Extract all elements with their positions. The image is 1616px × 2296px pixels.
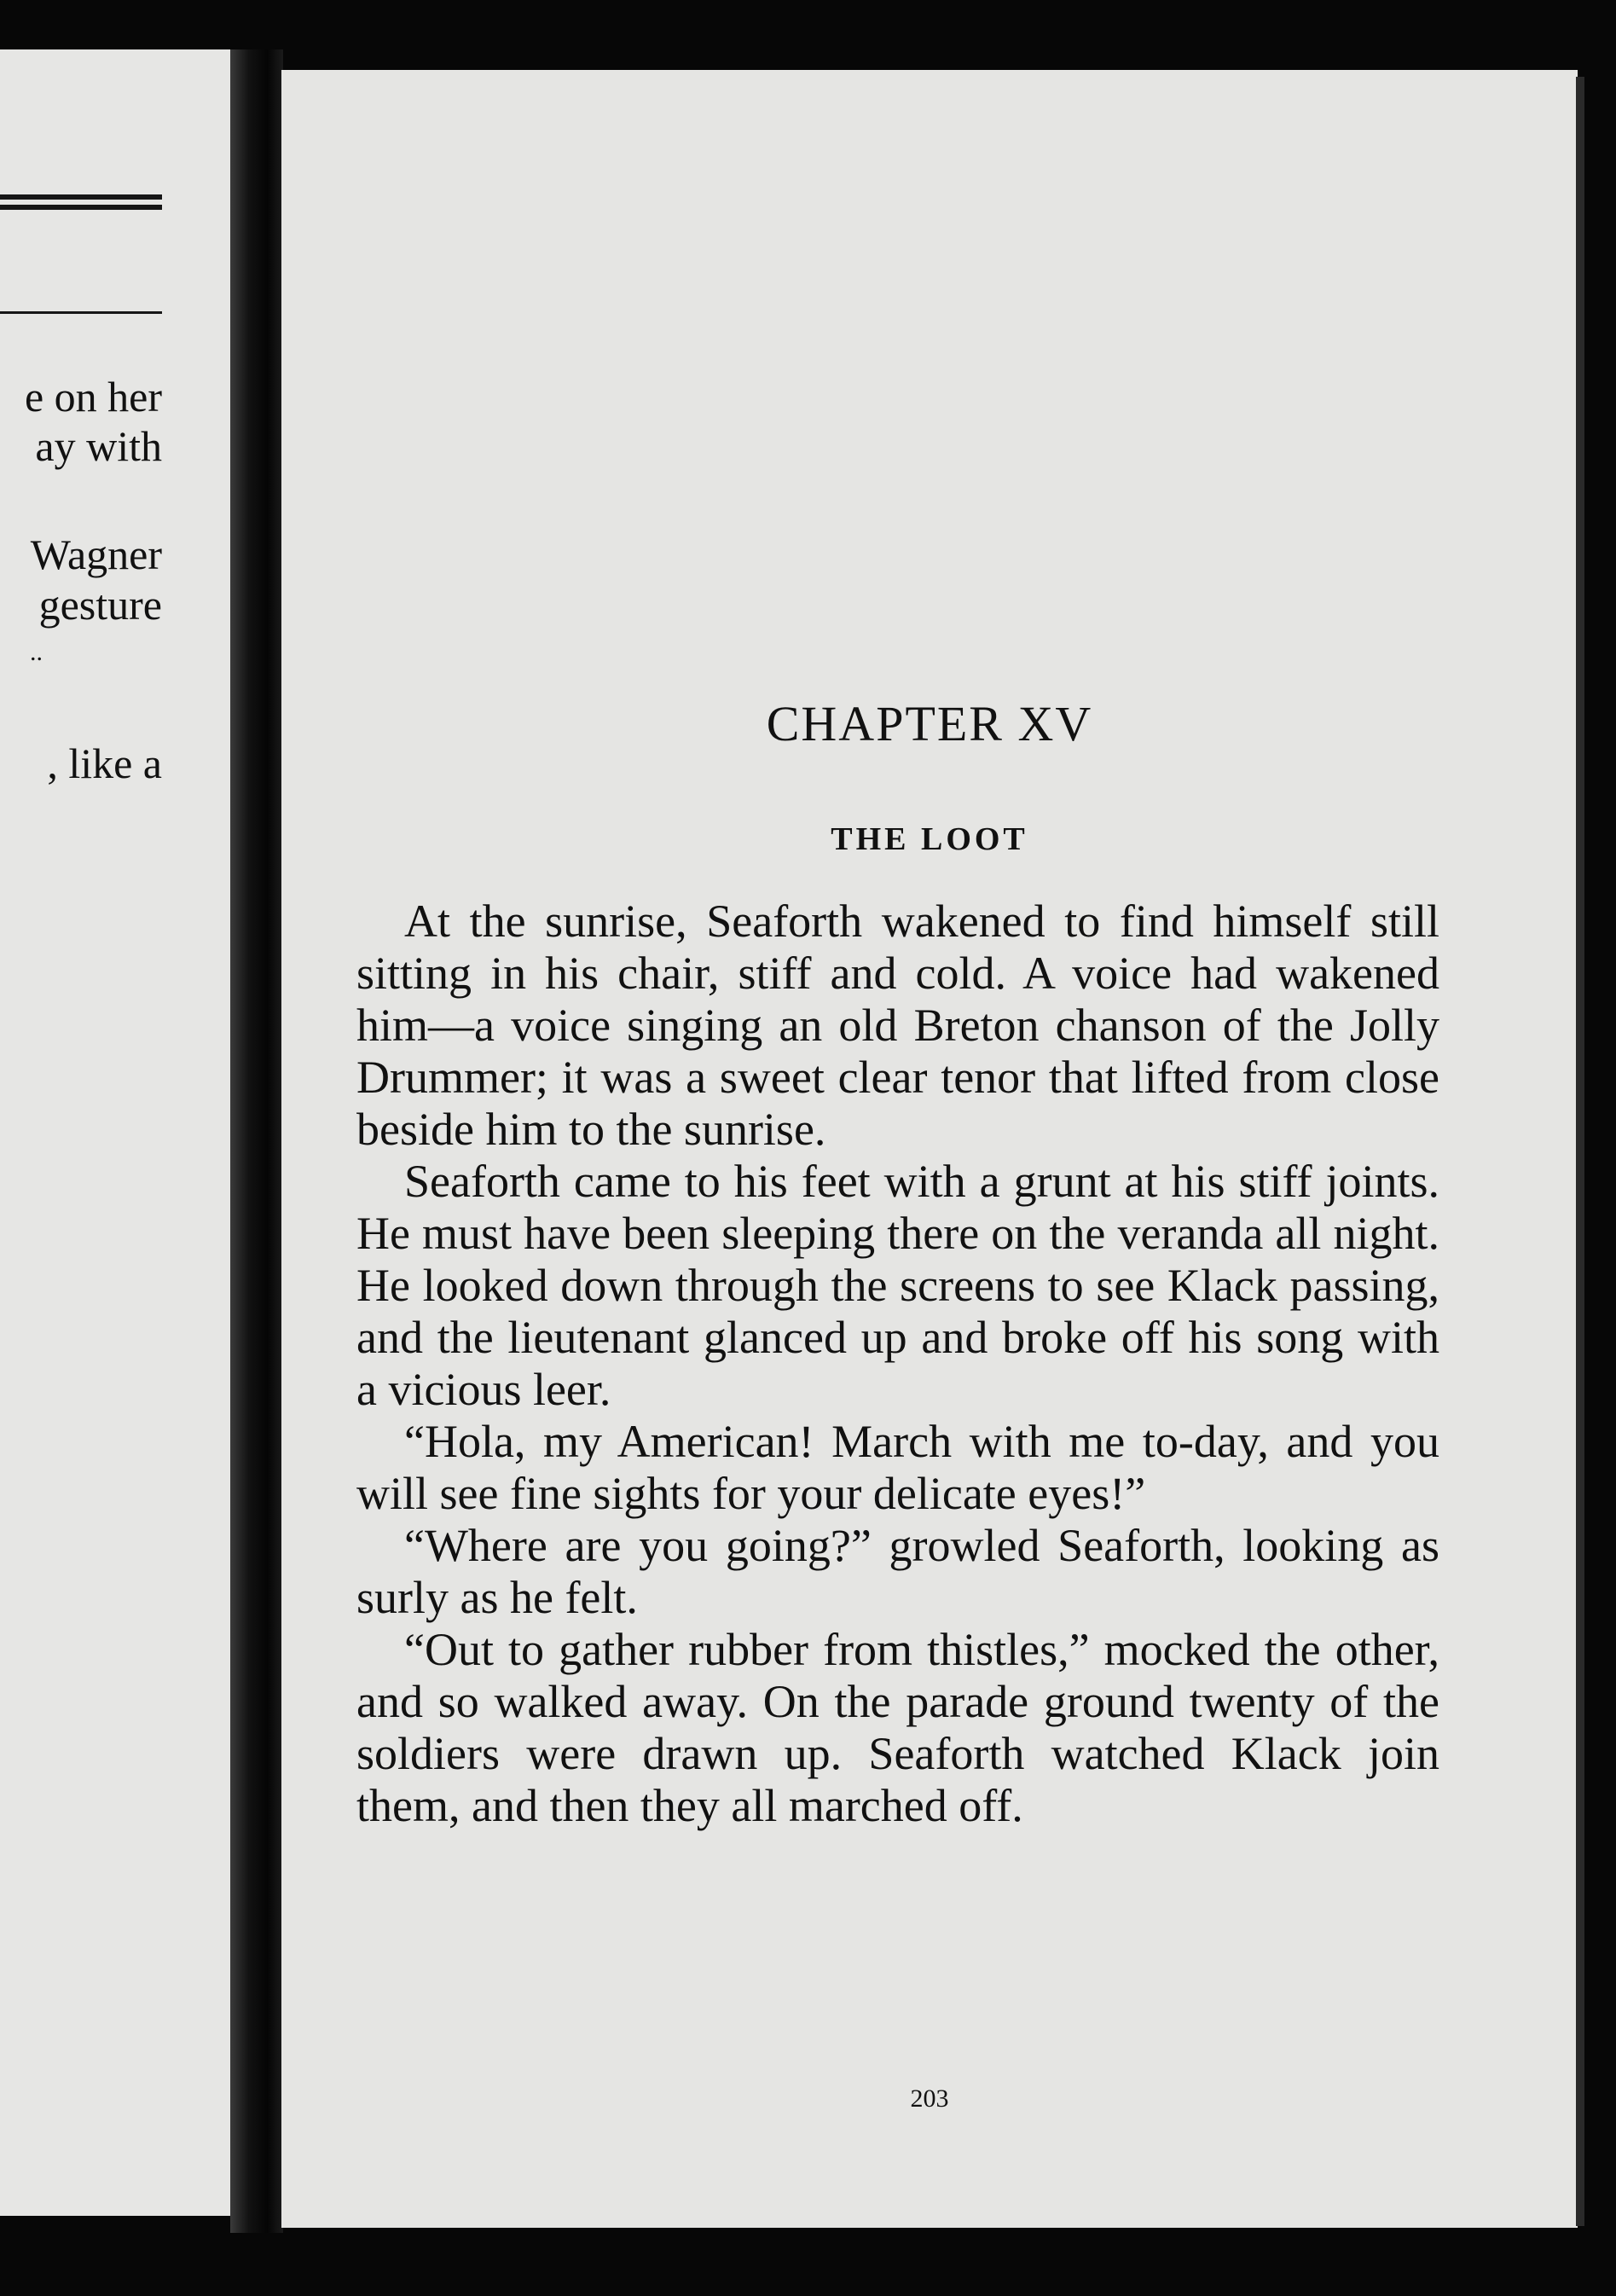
left-page-line: e on her [24,373,162,420]
right-page [281,70,1578,2228]
chapter-body [356,896,1439,1832]
chapter-subtitle: THE LOOT [831,821,1028,857]
header-single-rule [0,311,162,314]
paragraph: “Out to gather rubber from thistles,” mocked the other, and so walked away. On the parade ground twenty of the soldiers were drawn up. Seaforth watched Klack join them, and then they all marched off. [356,1624,1439,1831]
page-edge [1576,77,1584,2226]
book-gutter [230,49,283,2233]
header-double-rule [0,194,162,210]
paragraph: Seaforth came to his feet with a grunt at his stiff joints. He must have been sleeping there on the veranda all night. He looked down through the screens to see Klack passing, and the lieutenant glanced up and broke off his song with a vicious leer. [356,1156,1439,1415]
left-page-line: gesture [38,581,162,629]
left-page [0,49,247,2216]
paragraph: “Hola, my American! March with me to-day, and you will see fine sights for your delicate eyes!” [356,1416,1439,1519]
chapter-title: CHAPTER XV [766,696,1093,751]
left-page-line: .. [30,638,43,666]
left-page-line: ay with [35,422,162,470]
left-page-line: Wagner [30,531,162,578]
left-page-line: , like a [47,739,162,787]
paragraph: At the sunrise, Seaforth wakened to find himself still sitting in his chair, stiff and cold. A voice had wakened him—a voice singing an old Breton chanson of the Jolly Drummer; it was a sweet clear tenor that lifted from close beside him to the sunrise. [356,896,1439,1155]
page-number: 203 [910,2084,949,2113]
paragraph: “Where are you going?” growled Seaforth, looking as surly as he felt. [356,1520,1439,1623]
